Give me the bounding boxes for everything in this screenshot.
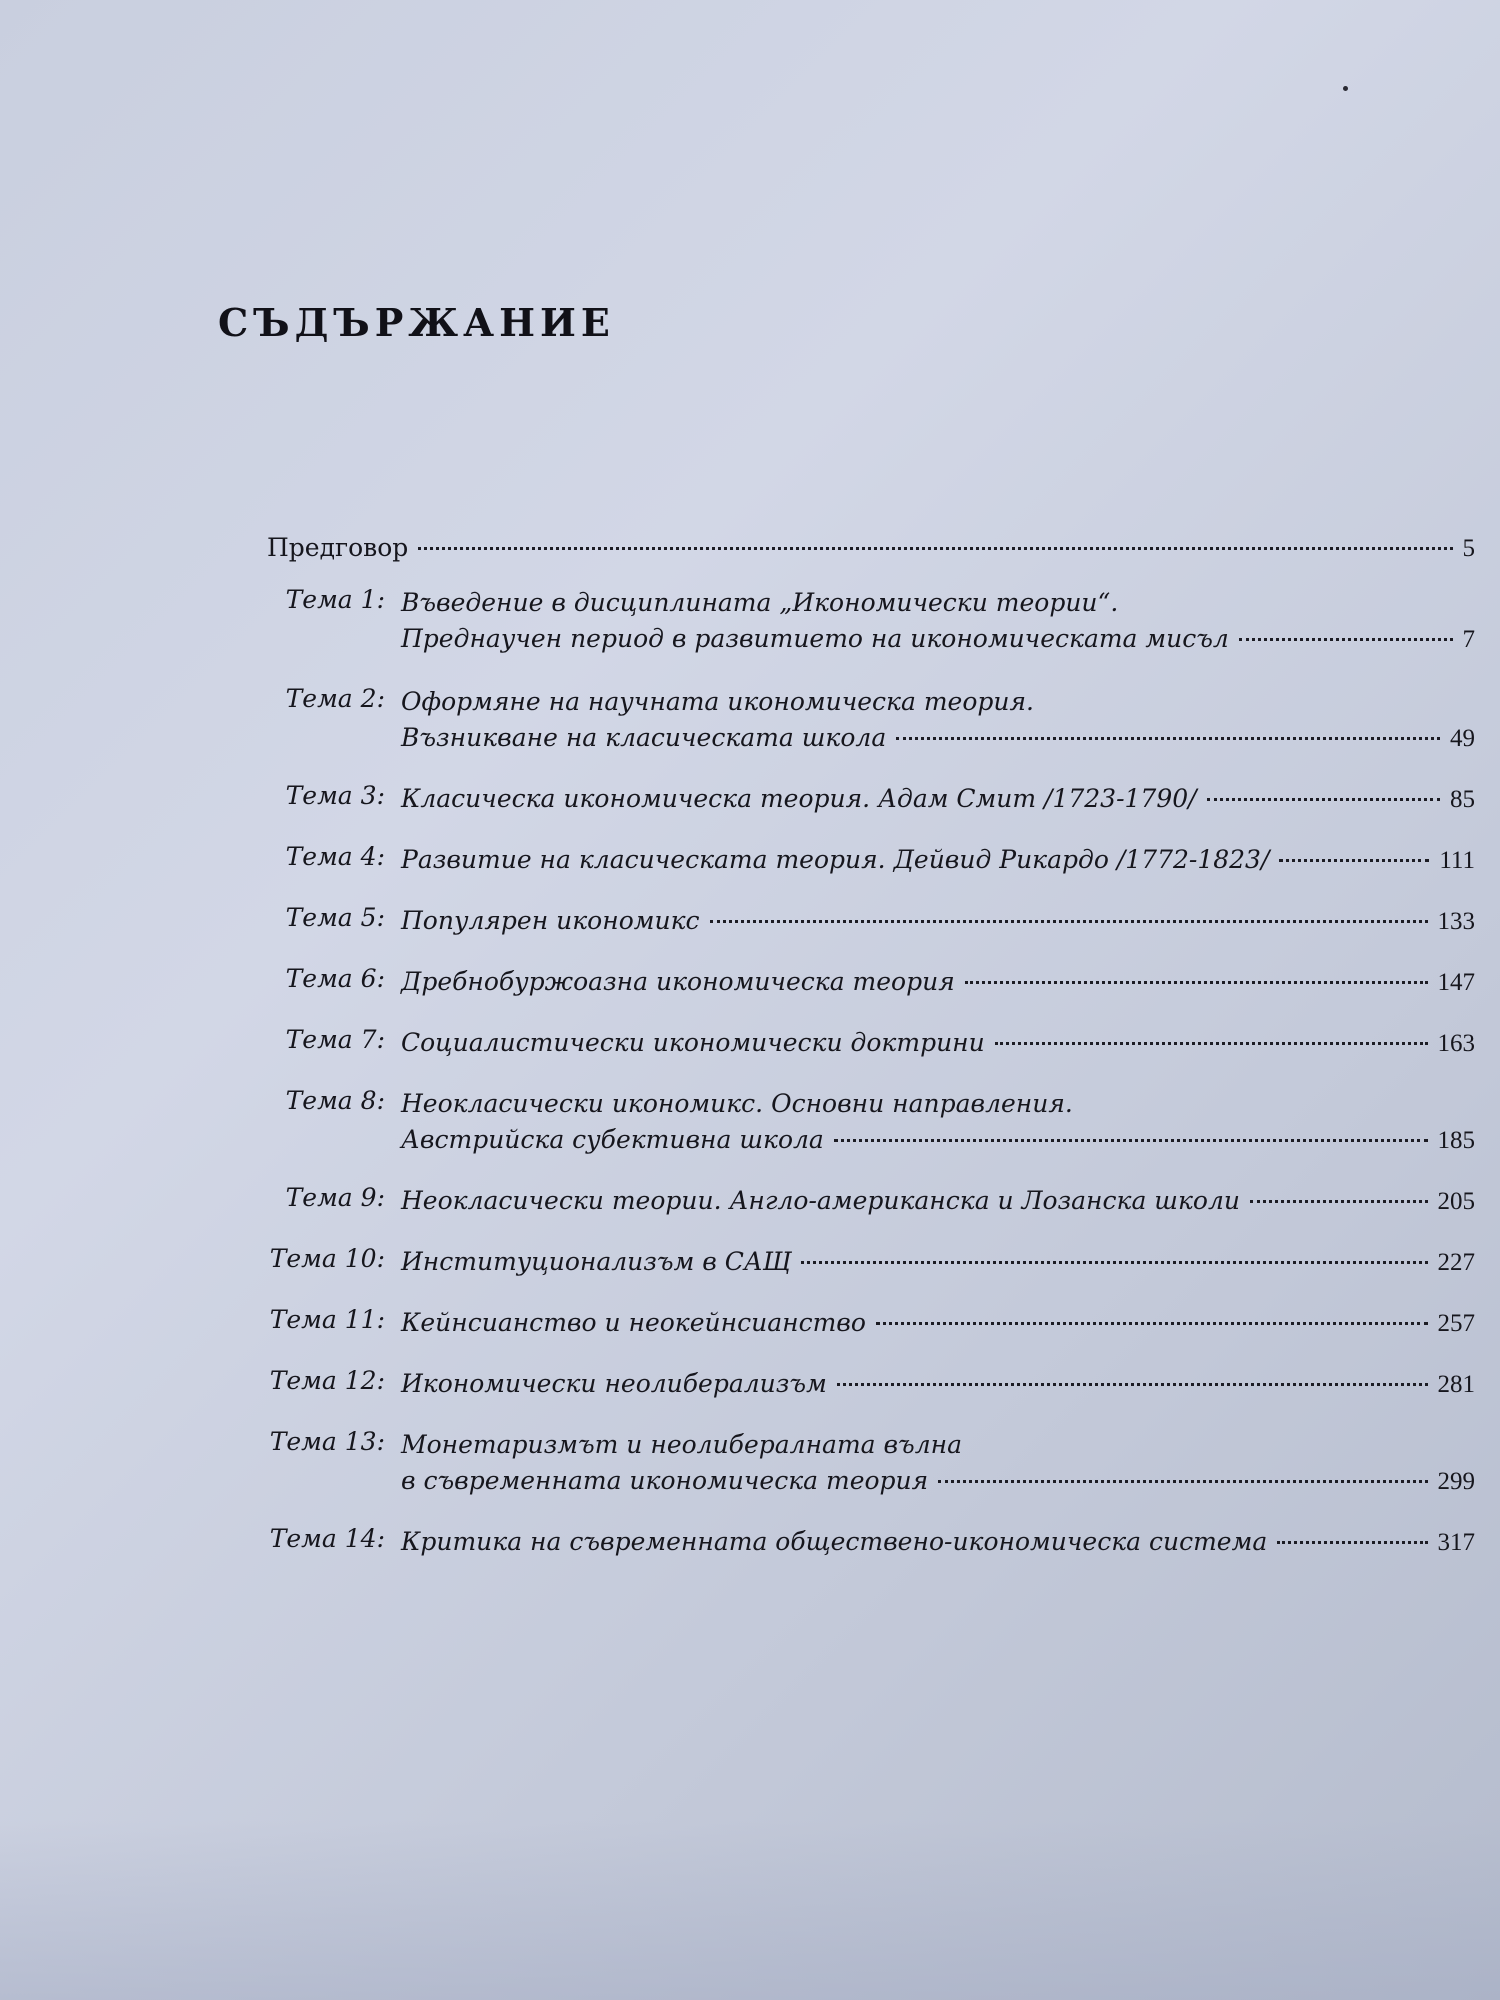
toc-entry-title: Преднаучен период в развитието на икономическата мисъл [401, 624, 1229, 653]
toc-entry-line [401, 1305, 1475, 1342]
toc-page-number: 205 [1437, 1188, 1475, 1215]
toc-entry-title: в съвременната икономическа теория [401, 1466, 929, 1495]
toc-entry-line [401, 1463, 1475, 1500]
toc-page-number: 7 [1462, 626, 1475, 653]
toc-page-number: 257 [1437, 1310, 1475, 1337]
toc-entry-preface [255, 530, 1475, 567]
toc-page-number: 281 [1437, 1371, 1475, 1398]
toc-entry-line [401, 720, 1475, 757]
toc-entry-title: Икономически неолиберализъм [401, 1369, 827, 1398]
toc-entry-line [401, 781, 1475, 818]
toc-page-number: 185 [1437, 1127, 1475, 1154]
toc-entry-line [401, 1366, 1475, 1403]
toc-entry-topic-1 [255, 585, 1475, 658]
toc-entry-title: Оформяне на научната икономическа теория. [401, 687, 1034, 716]
toc-page-number: 163 [1437, 1030, 1475, 1057]
dot-leader [837, 1383, 1428, 1386]
dot-leader [834, 1139, 1428, 1142]
toc-entry-title: Монетаризмът и неолибералната вълна [401, 1430, 962, 1459]
toc-entry-topic-2 [255, 684, 1475, 757]
toc-entry-topic-7 [255, 1025, 1475, 1062]
toc-entry-topic-10 [255, 1244, 1475, 1281]
toc-entry-line [401, 1524, 1475, 1561]
toc-page-number: 317 [1437, 1529, 1475, 1556]
toc-entry-title: Възникване на класическата школа [401, 723, 887, 752]
toc-page-number: 133 [1437, 908, 1475, 935]
toc-entry-line [267, 530, 1475, 567]
ink-dot [1343, 86, 1348, 91]
dot-leader [965, 981, 1428, 984]
toc-entry-title: Кейнсианство и неокейнсианство [401, 1308, 866, 1337]
toc-entry-line [401, 964, 1475, 1001]
toc-entry-line [401, 903, 1475, 940]
toc-entry-topic-3 [255, 781, 1475, 818]
dot-leader [418, 547, 1452, 550]
toc-entry-title: Развитие на класическата теория. Дейвид Рикардо /1772-1823/ [401, 845, 1270, 874]
toc-page-number: 85 [1450, 786, 1475, 813]
dot-leader [938, 1480, 1427, 1483]
toc-entry-title: Въведение в дисциплината „Икономически теории“. [401, 588, 1119, 617]
toc-entry-topic-6 [255, 964, 1475, 1001]
page-shadow [0, 1820, 1500, 2000]
dot-leader [1207, 798, 1440, 801]
toc-entry-title: Критика на съвременната обществено-икономическа система [401, 1527, 1268, 1556]
toc-topic-label: Тема 13: [269, 1427, 385, 1456]
toc-topic-label: Тема 1: [285, 585, 385, 614]
toc-entry-line [401, 1025, 1475, 1062]
toc-heading: СЪДЪРЖАНИЕ [218, 300, 615, 345]
toc-entry-line [401, 1244, 1475, 1281]
toc-entry-title: Популярен икономикс [401, 906, 700, 935]
toc-entry-line [401, 842, 1475, 879]
toc-topic-label: Тема 12: [269, 1366, 385, 1395]
toc-page-number: 49 [1450, 725, 1475, 752]
toc-page-number: 227 [1437, 1249, 1475, 1276]
toc-page-number: 5 [1462, 535, 1475, 562]
toc-topic-label: Тема 14: [269, 1524, 385, 1553]
toc-topic-label: Тема 2: [285, 684, 385, 713]
toc-entry-title: Социалистически икономически доктрини [401, 1028, 985, 1057]
toc-entry-title: Класическа икономическа теория. Адам Смит /1723-1790/ [401, 784, 1197, 813]
toc-page-number: 299 [1437, 1468, 1475, 1495]
toc-topic-label: Тема 11: [269, 1305, 385, 1334]
toc-entry-title: Институционализъм в САЩ [401, 1247, 792, 1276]
toc-entry-topic-8 [255, 1086, 1475, 1159]
toc-topic-label: Тема 5: [285, 903, 385, 932]
toc-entry-topic-11 [255, 1305, 1475, 1342]
toc-topic-label: Тема 9: [285, 1183, 385, 1212]
toc-entry-line [401, 621, 1475, 658]
dot-leader [1279, 859, 1429, 862]
toc-page-number: 111 [1439, 847, 1475, 874]
toc-topic-label: Тема 10: [269, 1244, 385, 1273]
dot-leader [801, 1261, 1427, 1264]
toc-topic-label: Тема 6: [285, 964, 385, 993]
toc-topic-label: Тема 4: [285, 842, 385, 871]
table-of-contents [255, 530, 1475, 1561]
toc-page-number: 147 [1437, 969, 1475, 996]
toc-entry-title: Дребнобуржоазна икономическа теория [401, 967, 955, 996]
toc-entry-title: Неокласически икономикс. Основни направления. [401, 1089, 1073, 1118]
toc-entry-title: Неокласически теории. Англо-американска и Лозанска школи [401, 1186, 1240, 1215]
toc-entry-line [401, 1183, 1475, 1220]
toc-entry-title: Предговор [267, 533, 409, 562]
toc-topic-label: Тема 3: [285, 781, 385, 810]
toc-entry-topic-5 [255, 903, 1475, 940]
dot-leader [876, 1322, 1428, 1325]
toc-entry-topic-12 [255, 1366, 1475, 1403]
dot-leader [995, 1042, 1428, 1045]
dot-leader [1239, 638, 1453, 641]
toc-topic-label: Тема 8: [285, 1086, 385, 1115]
toc-entry-topic-14 [255, 1524, 1475, 1561]
toc-entry-topic-4 [255, 842, 1475, 879]
dot-leader [710, 920, 1428, 923]
dot-leader [896, 737, 1440, 740]
toc-entry-topic-13 [255, 1427, 1475, 1500]
toc-entry-title: Австрийска субективна школа [401, 1125, 824, 1154]
toc-entry-topic-9 [255, 1183, 1475, 1220]
toc-topic-label: Тема 7: [285, 1025, 385, 1054]
dot-leader [1277, 1541, 1427, 1544]
dot-leader [1250, 1200, 1428, 1203]
toc-entry-line [401, 1122, 1475, 1159]
